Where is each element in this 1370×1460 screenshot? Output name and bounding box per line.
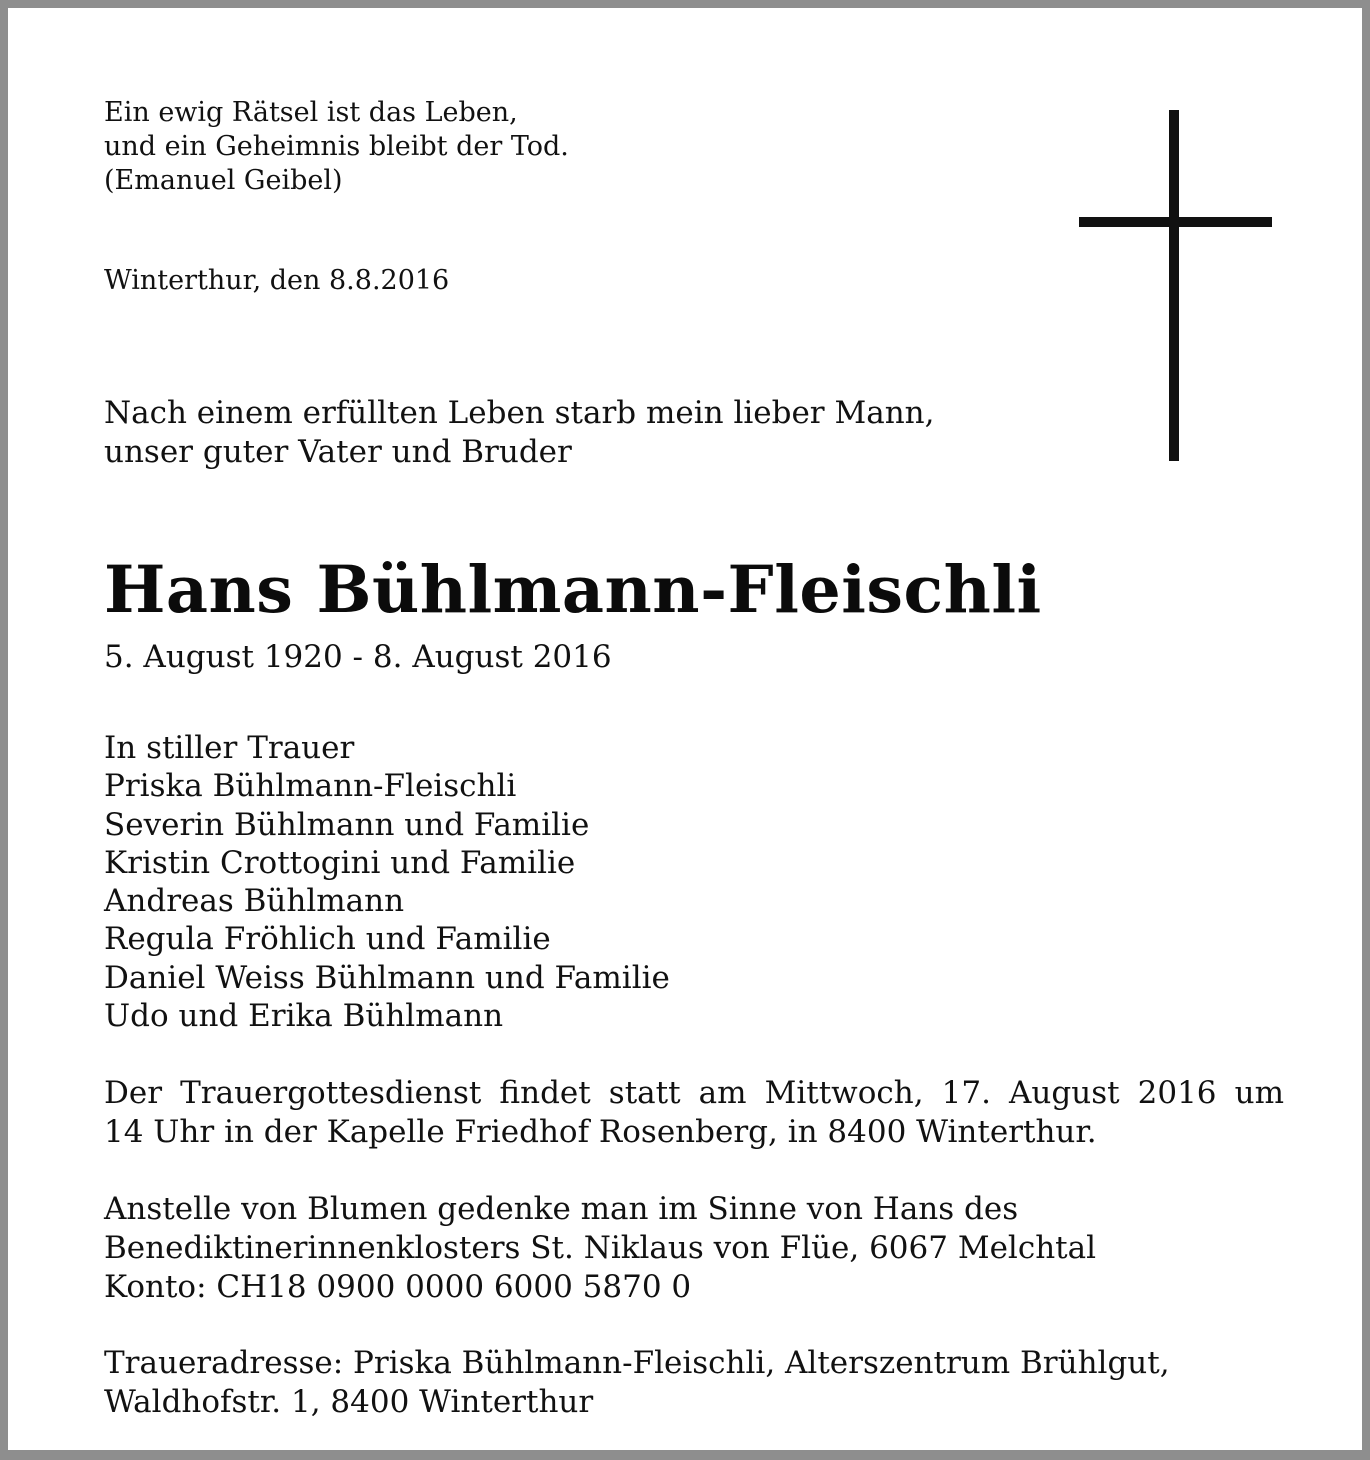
funeral-service-info [104, 1074, 1284, 1152]
service-word: 17. [941, 1075, 991, 1111]
service-word: 2016 [1137, 1075, 1217, 1111]
mourner-name: Regula Fröhlich und Familie [104, 921, 551, 958]
mourner-name: Udo und Erika Bühlmann [104, 998, 504, 1035]
service-word: um [1234, 1075, 1284, 1111]
service-word: August [1009, 1075, 1120, 1111]
cross-vertical-bar [1169, 110, 1179, 461]
service-word: Trauergottesdienst [180, 1075, 482, 1111]
mourning-heading: In stiller Trauer [104, 730, 355, 766]
mourners-list [104, 729, 670, 1035]
mourner-name: Severin Bühlmann und Familie [104, 806, 590, 843]
address-line: Traueradresse: Priska Bühlmann-Fleischli, Alterszentrum Brühlgut, [104, 1345, 1170, 1381]
deceased-name: Hans Bühlmann-Fleischli [104, 552, 1042, 628]
cross-icon [1079, 110, 1272, 461]
announcement-line: unser guter Vater und Bruder [104, 434, 572, 470]
address-line: Waldhofstr. 1, 8400 Winterthur [104, 1384, 594, 1420]
mourning-address [104, 1344, 1170, 1422]
bank-account: Konto: CH18 0900 0000 6000 5870 0 [104, 1269, 692, 1305]
announcement-text [104, 394, 935, 472]
service-word: findet [499, 1075, 591, 1111]
mourner-name: Daniel Weiss Bühlmann und Familie [104, 959, 670, 996]
announcement-line: Nach einem erfüllten Leben starb mein lieber Mann, [104, 395, 935, 431]
donation-line: Benediktinerinnenklosters St. Niklaus von Flüe, 6067 Melchtal [104, 1230, 1097, 1266]
quote-line: und ein Geheimnis bleibt der Tod. [104, 131, 569, 162]
life-dates: 5. August 1920 - 8. August 2016 [104, 639, 612, 675]
cross-horizontal-bar [1079, 217, 1272, 227]
service-word: Mittwoch, [764, 1075, 924, 1111]
service-word: statt [608, 1075, 681, 1111]
service-line-1 [104, 1074, 1284, 1113]
service-line-2: 14 Uhr in der Kapelle Friedhof Rosenberg, in 8400 Winterthur. [104, 1114, 1097, 1150]
place-and-date: Winterthur, den 8.8.2016 [104, 265, 450, 296]
mourner-name: Kristin Crottogini und Familie [104, 844, 576, 881]
mourner-name: Priska Bühlmann-Fleischli [104, 768, 517, 805]
donation-info [104, 1190, 1096, 1307]
service-word: Der [104, 1075, 163, 1111]
donation-line: Anstelle von Blumen gedenke man im Sinne von Hans des [104, 1191, 1019, 1227]
service-word: am [698, 1075, 747, 1111]
mourner-name: Andreas Bühlmann [104, 883, 405, 920]
quote-attribution: (Emanuel Geibel) [104, 165, 343, 196]
epigraph-quote [104, 96, 569, 198]
quote-line: Ein ewig Rätsel ist das Leben, [104, 97, 518, 128]
